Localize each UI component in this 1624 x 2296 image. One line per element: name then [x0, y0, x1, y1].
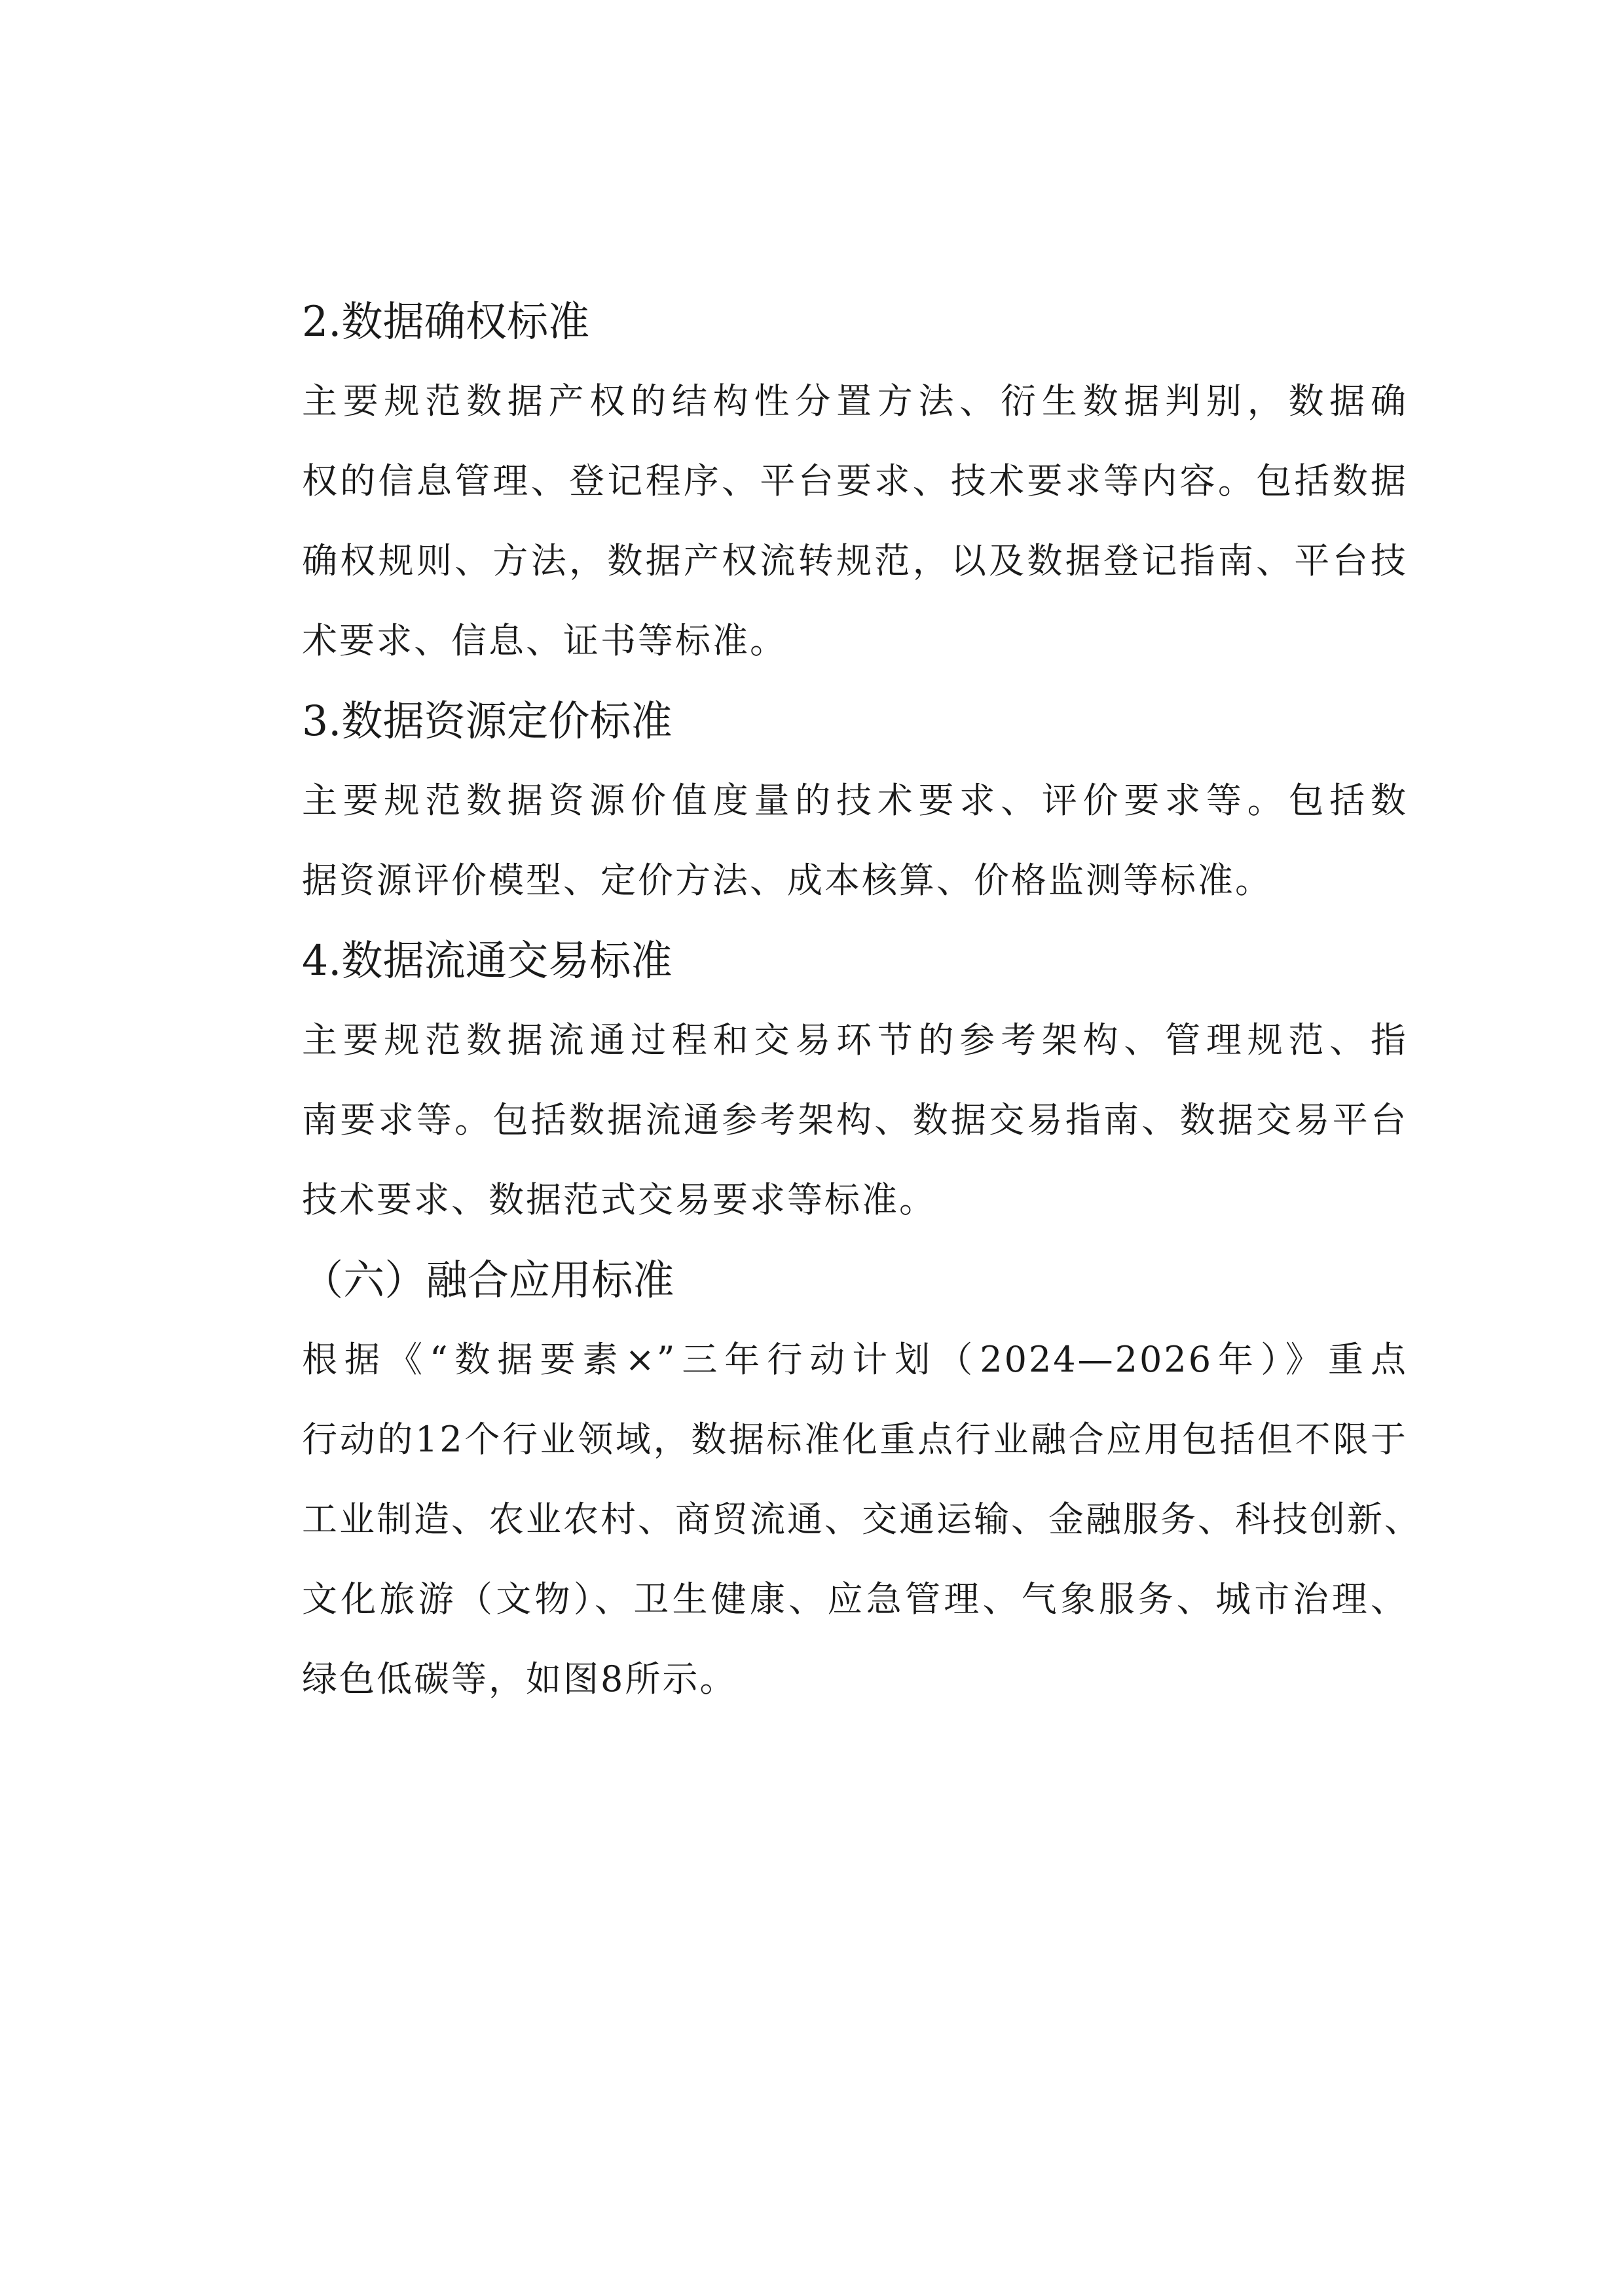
paragraph-line: 主要规范数据产权的结构性分置方法、衍生数据判别，数据确: [302, 380, 1408, 422]
document-body: [226, 282, 1422, 1719]
section-heading-data-rights: 2.数据确权标准: [302, 297, 590, 346]
paragraph-fusion-application: [226, 1320, 1422, 1719]
paragraph-line: 文化旅游（文物）、卫生健康、应急管理、气象服务、城市治理、: [302, 1578, 1408, 1620]
paragraph-line: 技术要求、数据范式交易要求等标准。: [302, 1179, 936, 1220]
paragraph-data-pricing: [226, 761, 1408, 920]
paragraph-line: 工业制造、农业农村、商贸流通、交通运输、金融服务、科技创新、: [302, 1499, 1422, 1540]
paragraph-line: 主要规范数据流通过程和交易环节的参考架构、管理规范、指: [302, 1019, 1408, 1061]
section-heading-data-pricing: 3.数据资源定价标准: [302, 697, 673, 745]
paragraph-line: 据资源评价模型、定价方法、成本核算、价格监测等标准。: [302, 860, 1272, 901]
paragraph-line: 确权规则、方法，数据产权流转规范，以及数据登记指南、平台技: [302, 540, 1408, 581]
paragraph-line: 权的信息管理、登记程序、平台要求、技术要求等内容。包括数据: [302, 460, 1408, 501]
paragraph-line: 主要规范数据资源价值度量的技术要求、评价要求等。包括数: [302, 780, 1408, 821]
paragraph-data-trading: [226, 1000, 1408, 1240]
paragraph-line: 根据《“数据要素×”三年行动计划（2024—2026年）》重点: [302, 1339, 1408, 1380]
paragraph-line: 术要求、信息、证书等标准。: [302, 620, 787, 661]
paragraph-data-rights: [226, 361, 1408, 681]
section-heading-fusion-application: （六）融合应用标准: [302, 1256, 674, 1304]
paragraph-line: 绿色低碳等，如图8所示。: [302, 1658, 737, 1700]
paragraph-line: 南要求等。包括数据流通参考架构、数据交易指南、数据交易平台: [302, 1099, 1408, 1140]
paragraph-line: 行动的12个行业领域，数据标准化重点行业融合应用包括但不限于: [302, 1419, 1408, 1460]
section-heading-data-trading: 4.数据流通交易标准: [302, 936, 673, 985]
